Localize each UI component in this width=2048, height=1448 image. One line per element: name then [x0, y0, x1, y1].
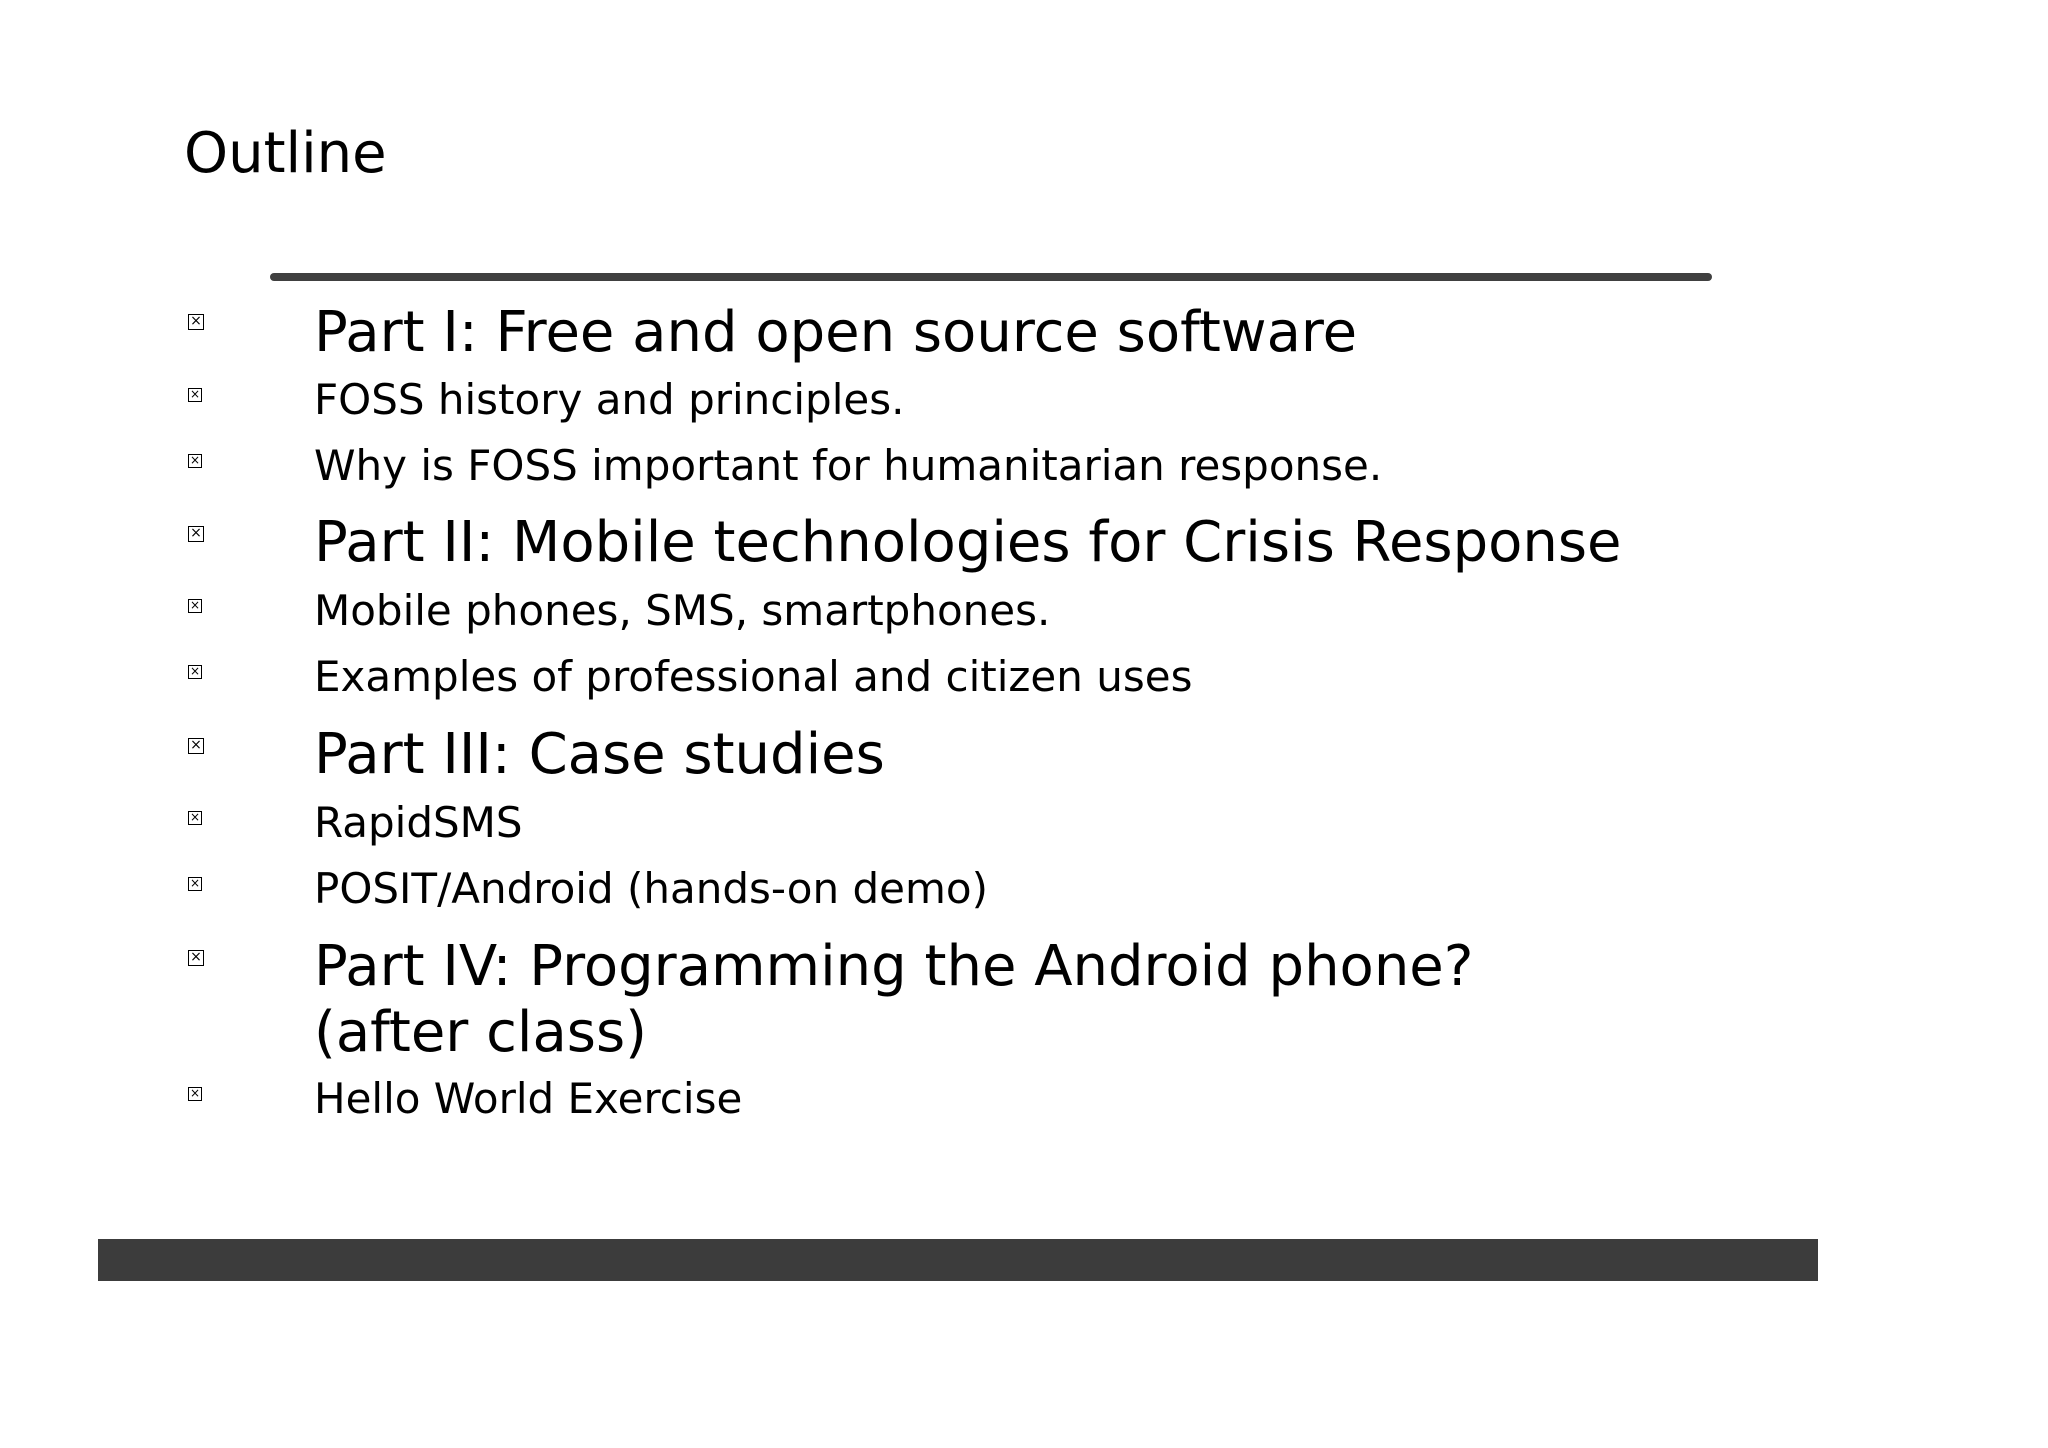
- boxed-x-icon: ×: [188, 950, 204, 966]
- outline-item-text: Examples of professional and citizen uses: [314, 652, 1193, 701]
- outline-item-text: Mobile phones, SMS, smartphones.: [314, 586, 1051, 635]
- slide-title: Outline: [184, 121, 387, 186]
- outline-item-text: Part II: Mobile technologies for Crisis Response: [314, 510, 1622, 575]
- boxed-x-icon: ×: [189, 811, 201, 824]
- footer-bar: [98, 1239, 1818, 1281]
- boxed-x-icon: ×: [189, 1087, 201, 1100]
- boxed-x-icon: ×: [188, 526, 204, 542]
- boxed-x-icon: ×: [188, 738, 204, 754]
- outline-item-text: Why is FOSS important for humanitarian response.: [314, 441, 1383, 490]
- outline-item-text: FOSS history and principles.: [314, 375, 905, 424]
- outline-item-text: POSIT/Android (hands-on demo): [314, 864, 988, 913]
- boxed-x-icon: ×: [189, 454, 201, 467]
- outline-item-text: Hello World Exercise: [314, 1074, 743, 1123]
- outline-item-text: RapidSMS: [314, 798, 523, 847]
- outline-item-text: Part I: Free and open source software: [314, 300, 1358, 365]
- boxed-x-icon: ×: [188, 314, 204, 330]
- boxed-x-icon: ×: [189, 877, 201, 890]
- outline-item-text: Part III: Case studies: [314, 722, 885, 787]
- outline-item-text: Part IV: Programming the Android phone? (after class): [314, 934, 1474, 1065]
- boxed-x-icon: ×: [189, 388, 201, 401]
- title-underline-rule: [270, 273, 1712, 281]
- boxed-x-icon: ×: [189, 599, 201, 612]
- boxed-x-icon: ×: [189, 665, 201, 678]
